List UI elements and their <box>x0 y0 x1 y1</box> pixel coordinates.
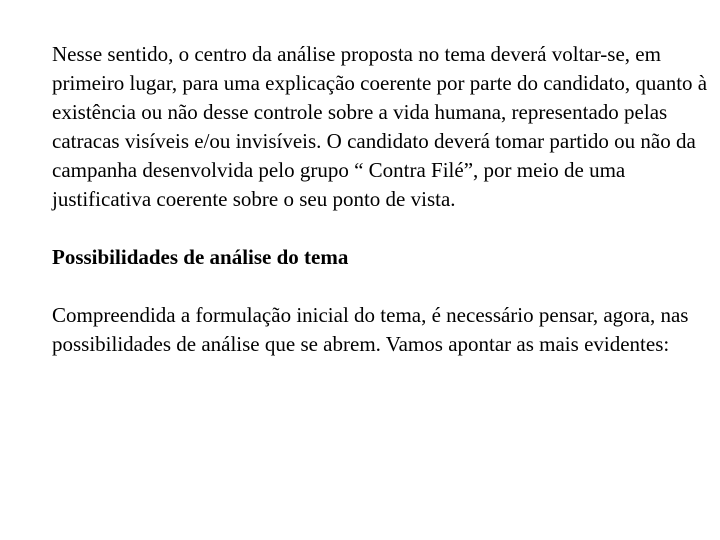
paragraph-analysis: Compreendida a formulação inicial do tema, é necessário pensar, agora, nas possibilidades de análise que se abrem. Vamos apontar as mais evidentes: <box>52 303 689 356</box>
paragraph-intro: Nesse sentido, o centro da análise proposta no tema deverá voltar-se, em primeiro lugar, para uma explicação coerente por parte do candidato, quanto à existência ou não desse controle sobre a vida humana, representado pelas catracas visíveis e/ou invisíveis. O candidato deverá tomar partido ou não da campanha desenvolvida pelo grupo “ Contra Filé”, por meio de uma justificativa coerente sobre o seu ponto de vista. <box>52 42 708 211</box>
paragraph-spacer <box>52 272 716 301</box>
paragraph-spacer <box>52 214 716 243</box>
section-heading: Possibilidades de análise do tema <box>52 245 349 269</box>
document-page <box>52 40 716 359</box>
